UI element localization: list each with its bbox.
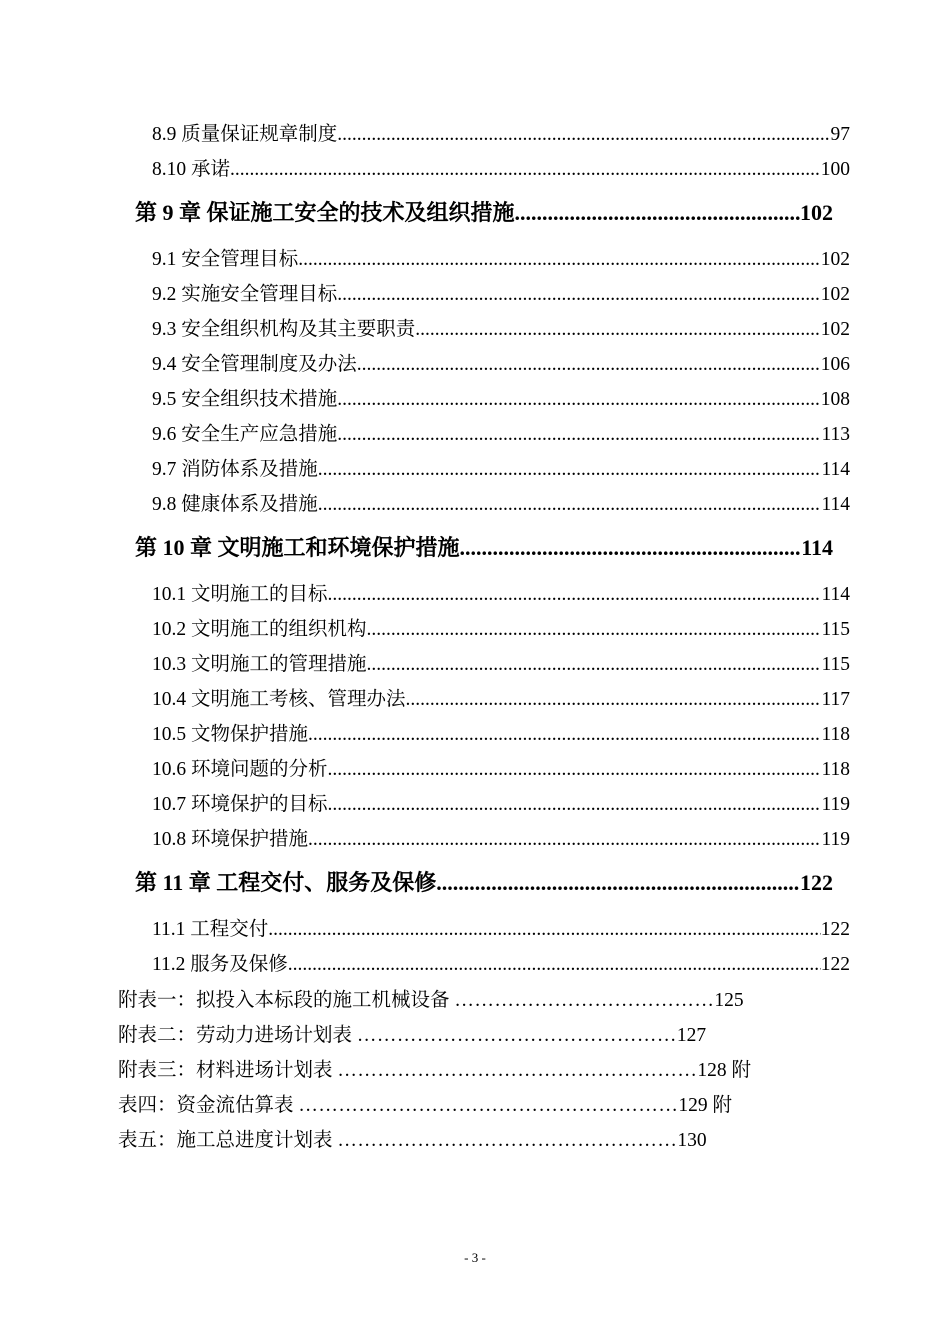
dot-leader: [337, 284, 820, 306]
page-number: - 3 -: [464, 1250, 486, 1265]
toc-entry-page: 102: [820, 319, 850, 340]
dot-leader: [367, 654, 822, 676]
dot-leader: [337, 124, 830, 146]
dot-leader: [515, 200, 800, 226]
toc-chapter-10[interactable]: [135, 531, 833, 571]
appendix-text: 表四：资金流估算表: [118, 1095, 299, 1116]
toc-entry-title: 9.3 安全组织机构及其主要职责: [152, 319, 416, 340]
dot-leader: [406, 689, 822, 711]
toc-entry[interactable]: [152, 453, 850, 488]
appendix-text: 附表二：劳动力进场计划表: [118, 1025, 357, 1046]
dot-leader: [328, 584, 822, 606]
appendix-text: 附表一：拟投入本标段的施工机械设备: [118, 990, 455, 1011]
toc-entry-page: 117: [821, 689, 850, 710]
toc-entry-title: 10.1 文明施工的目标: [152, 584, 328, 605]
toc-entry-page: 106: [820, 354, 850, 375]
appendix-tail: 127: [676, 1025, 707, 1046]
toc-entry-page: 97: [830, 124, 850, 145]
appendix-line[interactable]: [118, 984, 744, 1012]
toc-entry-title: 10.8 环境保护措施: [152, 829, 309, 850]
dot-leader: [337, 424, 821, 446]
dot-leader: …………………………………………………: [298, 1095, 679, 1116]
dot-leader: [288, 954, 821, 976]
toc-chapter-9[interactable]: [135, 196, 833, 236]
toc-entry-title: 10.6 环境问题的分析: [152, 759, 328, 780]
dot-leader: [415, 319, 820, 341]
dot-leader: …………………………………: [454, 990, 715, 1011]
toc-entry-title: 9.1 安全管理目标: [152, 249, 299, 270]
toc-entry-page: 115: [821, 619, 850, 640]
toc-entry-page: 122: [820, 919, 850, 940]
dot-leader: [308, 724, 821, 746]
appendix-line[interactable]: [118, 1019, 706, 1047]
toc-entry-title: 9.8 健康体系及措施: [152, 494, 318, 515]
toc-entry-page: 108: [820, 389, 850, 410]
toc-entry-title: 10.5 文物保护措施: [152, 724, 309, 745]
toc-entry-title: 10.2 文明施工的组织机构: [152, 619, 367, 640]
toc-entry-page: 100: [820, 159, 850, 180]
toc-entry-page: 119: [821, 794, 850, 815]
toc-chapter-11[interactable]: [135, 866, 833, 906]
toc-entry[interactable]: [152, 313, 850, 348]
appendix-tail: 125: [714, 990, 744, 1011]
dot-leader: ……………………………………………: [337, 1130, 678, 1151]
dot-leader: [328, 794, 822, 816]
toc-entry[interactable]: [152, 488, 850, 523]
dot-leader: [436, 870, 800, 896]
toc-entry-title: 9.2 实施安全管理目标: [152, 284, 338, 305]
toc-entry-page: 114: [821, 494, 850, 515]
appendix-line[interactable]: [118, 1124, 707, 1152]
toc-entry[interactable]: [152, 153, 850, 188]
toc-entry-title: 9.5 安全组织技术措施: [152, 389, 338, 410]
toc-entry[interactable]: [152, 243, 850, 278]
toc-entry-page: 102: [820, 249, 850, 270]
toc-entry[interactable]: [152, 278, 850, 313]
appendix-line[interactable]: [118, 1054, 751, 1082]
toc-entry-title: 10.4 文明施工考核、管理办法: [152, 689, 406, 710]
toc-entry[interactable]: [152, 788, 850, 823]
toc-entry-title: 9.6 安全生产应急措施: [152, 424, 338, 445]
dot-leader: [328, 759, 822, 781]
toc-entry[interactable]: [152, 823, 850, 858]
dot-leader: [308, 829, 821, 851]
dot-leader: [230, 159, 821, 181]
dot-leader: …………………………………………: [356, 1025, 677, 1046]
toc-entry[interactable]: [152, 418, 850, 453]
dot-leader: [460, 535, 802, 561]
toc-entry-title: 10.7 环境保护的目标: [152, 794, 328, 815]
dot-leader: [357, 354, 821, 376]
toc-entry-page: 102: [820, 284, 850, 305]
chapter-title: 第 9 章 保证施工安全的技术及组织措施: [135, 200, 515, 225]
toc-entry-page: 114: [821, 584, 850, 605]
appendix-tail: 129 附: [678, 1095, 733, 1116]
toc-entry-title: 8.9 质量保证规章制度: [152, 124, 338, 145]
chapter-title: 第 11 章 工程交付、服务及保修: [135, 870, 437, 895]
toc-entry-page: 118: [821, 759, 850, 780]
toc-entry-title: 10.3 文明施工的管理措施: [152, 654, 367, 675]
appendix-line[interactable]: [118, 1089, 732, 1117]
toc-entry[interactable]: [152, 613, 850, 648]
toc-entry[interactable]: [152, 718, 850, 753]
toc-entry-page: 118: [821, 724, 850, 745]
toc-entry-page: 122: [820, 954, 850, 975]
dot-leader: ………………………………………………: [337, 1060, 698, 1081]
toc-entry-title: 9.7 消防体系及措施: [152, 459, 318, 480]
dot-leader: [298, 249, 820, 271]
dot-leader: [268, 919, 820, 941]
toc-entry[interactable]: [152, 948, 850, 983]
toc-entry-title: 9.4 安全管理制度及办法: [152, 354, 357, 375]
appendix-text: 附表三：材料进场计划表: [118, 1060, 338, 1081]
toc-entry[interactable]: [152, 578, 850, 613]
appendix-text: 表五：施工总进度计划表: [118, 1130, 338, 1151]
dot-leader: [318, 459, 822, 481]
appendix-tail: 128 附: [697, 1060, 752, 1081]
chapter-page: 114: [801, 535, 833, 560]
toc-entry-page: 113: [821, 424, 850, 445]
toc-entry[interactable]: [152, 683, 850, 718]
dot-leader: [367, 619, 822, 641]
dot-leader: [318, 494, 822, 516]
toc-entry[interactable]: [152, 913, 850, 948]
toc-entry-title: 8.10 承诺: [152, 159, 231, 180]
toc-entry[interactable]: [152, 348, 850, 383]
toc-entry-page: 115: [821, 654, 850, 675]
toc-entry[interactable]: [152, 753, 850, 788]
toc-entry[interactable]: [152, 118, 850, 153]
toc-entry-page: 119: [821, 829, 850, 850]
toc-entry-title: 11.1 工程交付: [152, 919, 269, 940]
chapter-title: 第 10 章 文明施工和环境保护措施: [135, 535, 460, 560]
dot-leader: [337, 389, 820, 411]
toc-entry[interactable]: [152, 648, 850, 683]
toc-entry-page: 114: [821, 459, 850, 480]
toc-entry-title: 11.2 服务及保修: [152, 954, 288, 975]
appendix-tail: 130: [677, 1130, 707, 1151]
chapter-page: 102: [800, 200, 833, 225]
chapter-page: 122: [800, 870, 833, 895]
toc-entry[interactable]: [152, 383, 850, 418]
